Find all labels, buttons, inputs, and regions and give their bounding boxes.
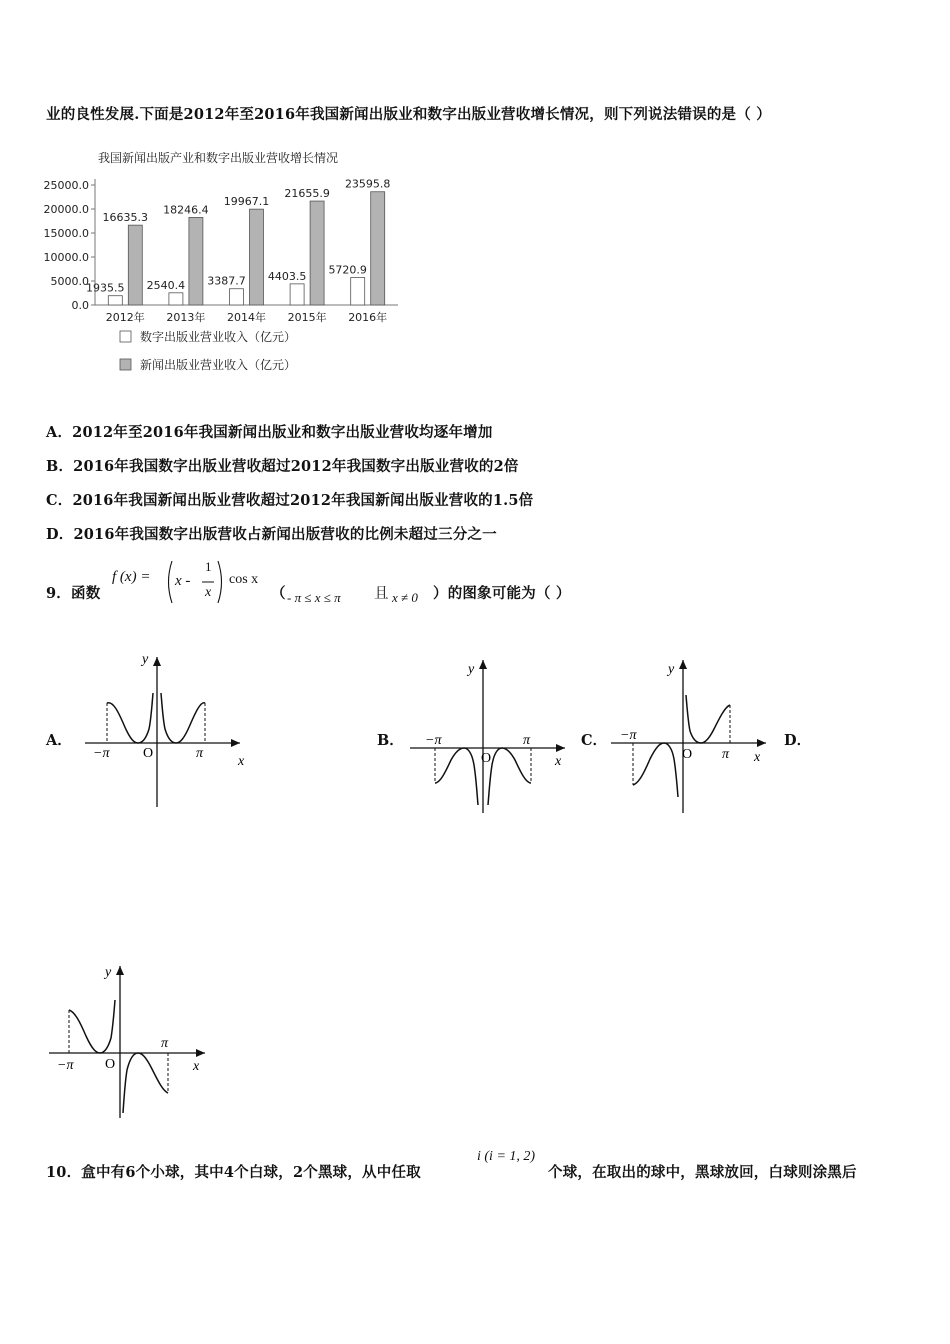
q9-formula-cos: cos x (229, 572, 259, 587)
graph-d-x-label: x (193, 1059, 200, 1074)
graph-d-y-label: y (105, 965, 112, 980)
bar-value-label: 4403.5 (267, 269, 307, 283)
graph-label-c: C． (581, 732, 608, 749)
bar-value-label: 18246.4 (163, 203, 209, 217)
bar-value-label: 23595.8 (344, 177, 391, 191)
legend-label: 数字出版业营业收入（亿元） (140, 330, 297, 344)
graph-option-b (405, 655, 575, 820)
graph-option-c (606, 655, 781, 820)
q10-math: i (i = 1, 2) (477, 1149, 536, 1164)
graph-a-origin: O (143, 746, 154, 761)
option-d: D．2016年我国数字出版营收占新闻出版营收的比例未超过三分之一 (46, 526, 497, 543)
bar-digital (351, 278, 365, 305)
graph-option-d (45, 958, 220, 1123)
graph-a-y-label: y (142, 652, 149, 667)
legend-label: 新闻出版业营业收入（亿元） (140, 358, 297, 372)
bar-chart (40, 148, 410, 393)
graph-a-pi: π (196, 746, 204, 761)
graph-b-origin: O (481, 751, 492, 766)
y-tick-label: 10000.0 (43, 251, 89, 264)
bar-digital (290, 284, 304, 305)
graph-c-origin: O (682, 747, 693, 762)
graph-b-y-label: y (468, 662, 475, 677)
graph-c-y-label: y (668, 662, 675, 677)
q9-domain-b: x ≠ 0 (392, 590, 418, 605)
x-tick-label: 2015年 (287, 311, 327, 324)
graph-label-d: D． (784, 732, 812, 749)
q9-formula-denominator: x (205, 585, 212, 600)
graph-b-x-label: x (555, 754, 562, 769)
legend-swatch (120, 331, 131, 342)
y-tick-label: 25000.0 (43, 179, 89, 192)
question9-stem (46, 582, 100, 603)
bar-value-label: 5720.9 (328, 263, 367, 277)
option-a: A．2012年至2016年我国新闻出版业和数字出版业营收均逐年增加 (46, 424, 493, 441)
graph-d-origin: O (105, 1057, 116, 1072)
graph-d-neg-pi: −π (57, 1058, 74, 1073)
x-tick-label: 2014年 (227, 311, 266, 324)
bar-digital (230, 289, 244, 305)
graph-a-neg-pi: −π (93, 746, 110, 761)
q9-formula-numerator: 1 (205, 559, 212, 574)
question8-stem: 业的良性发展.下面是2012年至2016年我国新闻出版业和数字出版业营收增长情况，则下列说法错误的是（ ） (46, 106, 771, 123)
q9-number: 9． (46, 585, 71, 602)
bar-digital (108, 296, 122, 305)
x-tick-label: 2012年 (105, 311, 145, 324)
q9-paren-open: （ (271, 585, 286, 602)
q9-domain-and: 且 (374, 586, 389, 602)
q9-formula-f: f (x) = (112, 569, 151, 585)
y-tick-label: 0.0 (71, 299, 89, 312)
q10-text-a: 盒中有6个小球，其中4个白球，2个黑球，从中任取 (81, 1164, 421, 1181)
bar-value-label: 3387.7 (207, 274, 246, 288)
chart-title: 我国新闻出版产业和数字出版业营收增长情况 (98, 151, 339, 165)
q9-domain-a: - π ≤ x ≤ π (287, 590, 341, 605)
bar-news (189, 217, 203, 305)
q9-formula-x-minus: x - (175, 573, 191, 589)
legend-swatch (120, 359, 131, 370)
bar-value-label: 1935.5 (86, 281, 125, 295)
graph-option-a (80, 645, 265, 810)
graph-d-pi: π (161, 1036, 169, 1051)
q9-tail: ）的图象可能为（ ） (433, 585, 571, 602)
y-tick-label: 20000.0 (43, 203, 89, 216)
bar-news (128, 225, 142, 305)
graph-c-pi: π (722, 747, 730, 762)
graph-b-pi: π (523, 733, 531, 748)
bar-news (310, 201, 324, 305)
bar-value-label: 16635.3 (102, 211, 149, 225)
x-tick-label: 2013年 (166, 311, 206, 324)
bar-value-label: 21655.9 (284, 187, 330, 201)
graph-a-x-label: x (238, 754, 245, 769)
question10-stem (46, 1161, 421, 1182)
bar-value-label: 19967.1 (223, 195, 270, 209)
option-b: B．2016年我国数字出版业营收超过2012年我国数字出版业营收的2倍 (46, 458, 519, 475)
y-tick-label: 15000.0 (43, 227, 89, 240)
option-c: C．2016年我国新闻出版业营收超过2012年我国新闻出版业营收的1.5倍 (46, 492, 534, 509)
graph-c-x-label: x (754, 750, 761, 765)
q9-formula-paren (164, 558, 226, 606)
graph-b-neg-pi: −π (425, 733, 442, 748)
q10-text-b: 个球，在取出的球中，黑球放回，白球则涂黑后 (548, 1164, 857, 1181)
y-tick-label: 5000.0 (50, 275, 89, 288)
graph-label-a: A． (46, 732, 72, 749)
q9-lead: 函数 (71, 585, 101, 602)
bar-digital (169, 293, 183, 305)
x-tick-label: 2016年 (348, 311, 388, 324)
q10-number: 10． (46, 1164, 82, 1181)
graph-label-b: B． (377, 732, 404, 749)
graph-c-neg-pi: −π (620, 728, 637, 743)
bar-news (250, 209, 264, 305)
bar-news (371, 192, 385, 305)
bar-value-label: 2540.4 (146, 278, 186, 292)
